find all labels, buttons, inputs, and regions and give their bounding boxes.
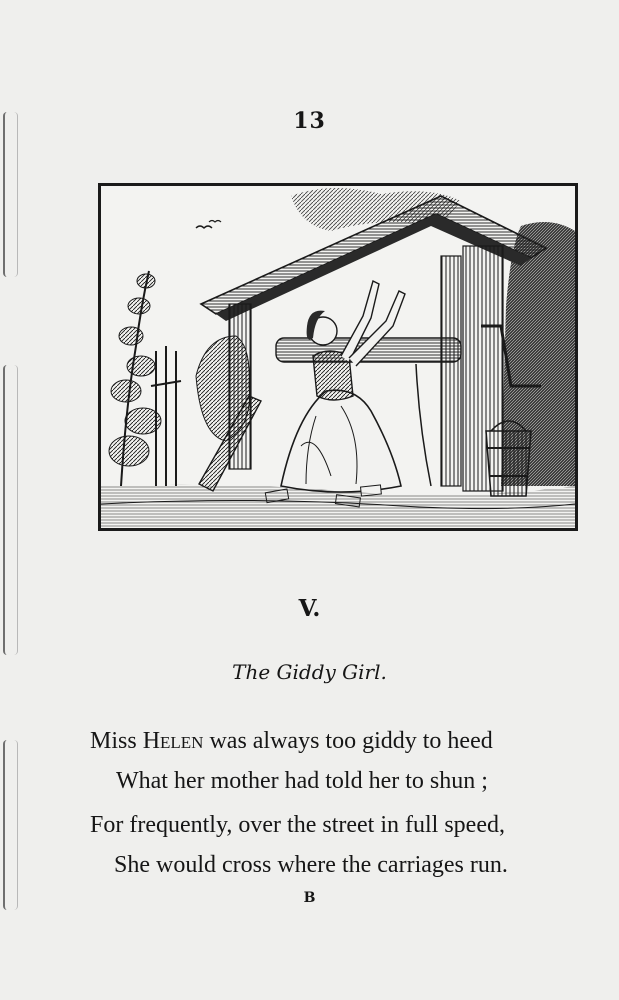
engraving-drawing [101, 186, 575, 528]
binding-stitch [3, 740, 18, 910]
verse-line-1-name: Helen [142, 728, 204, 754]
verse-line-1-after: was always too giddy to heed [203, 728, 493, 754]
chapter-numeral: V. [298, 595, 321, 622]
verse-line-4: She would cross where the carriages run. [114, 852, 508, 878]
binding-stitches [0, 0, 22, 1000]
verse-line-1 [90, 728, 493, 755]
verse-line-1-before: Miss [90, 728, 143, 754]
signature-mark: B [303, 890, 316, 906]
binding-stitch [3, 112, 18, 277]
verse-line-2: What her mother had told her to shun ; [116, 768, 488, 794]
engraving-illustration [98, 183, 578, 531]
verse-line-3: For frequently, over the street in full speed, [90, 812, 505, 838]
page-number: 13 [293, 108, 326, 134]
poem-title: The Giddy Girl. [232, 660, 387, 684]
